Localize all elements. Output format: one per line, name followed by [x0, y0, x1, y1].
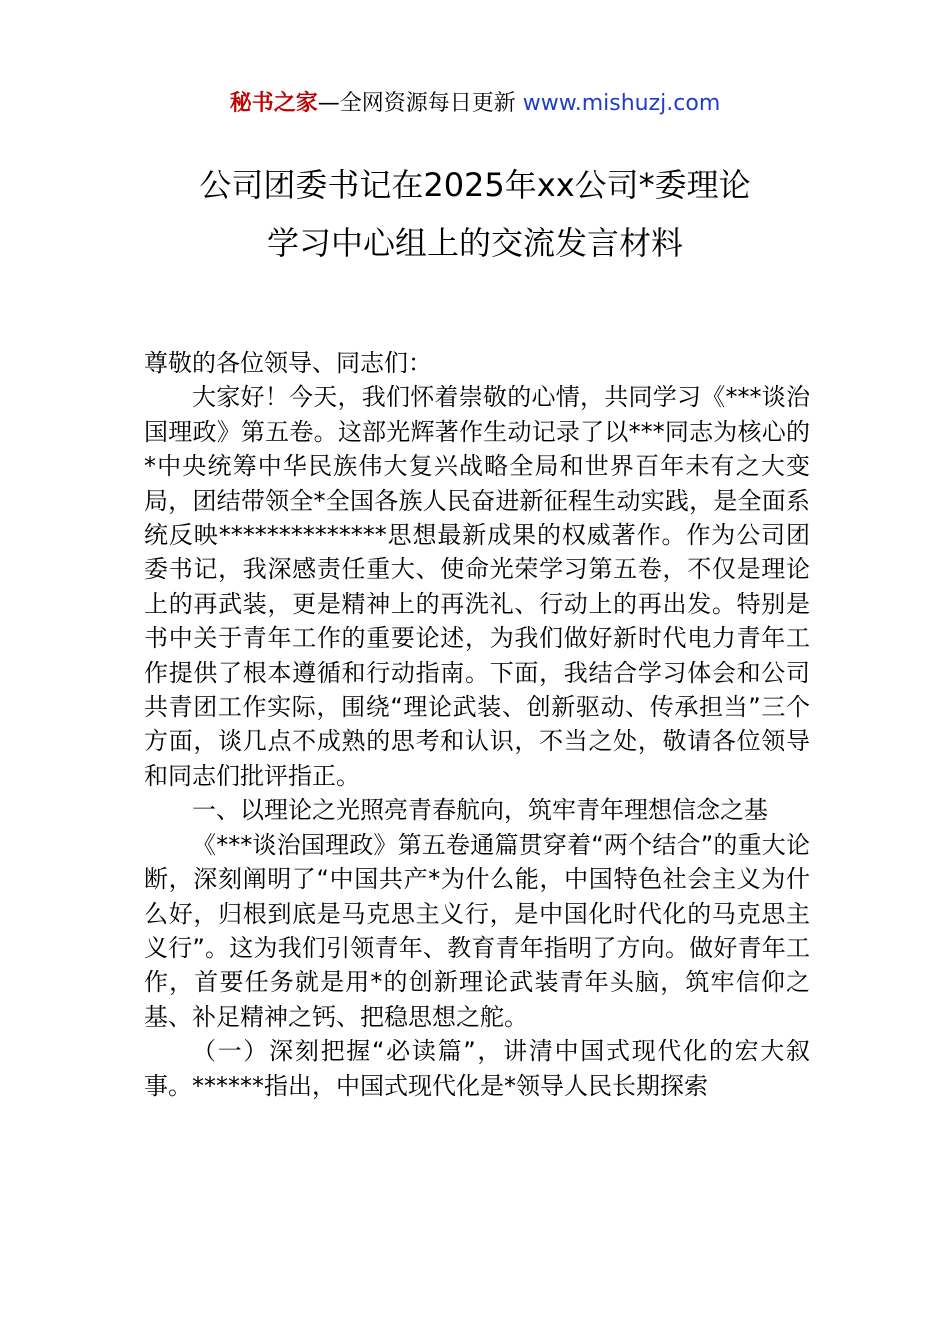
- paragraph-intro: 大家好！今天，我们怀着崇敬的心情，共同学习《***谈治国理政》第五卷。这部光辉著作生动记录了以***同志为核心的*中央统筹中华民族伟大复兴战略全局和世界百年未有之大变局，团结带领全*全国各族人民奋进新征程生动实践，是全面系统反映**************思想最新成果的权威著作。作为公司团委书记，我深感责任重大、使命光荣学习第五卷，不仅是理论上的再武装，更是精神上的再洗礼、行动上的再出发。特别是书中关于青年工作的重要论述，为我们做好新时代电力青年工作提供了根本遵循和行动指南。下面，我结合学习体会和公司共青团工作实际，围绕“理论武装、创新驱动、传承担当”三个方面，谈几点不成熟的思考和认识，不当之处，敬请各位领导和同志们批评指正。: [144, 383, 810, 790]
- paragraph-section-1: 《***谈治国理政》第五卷通篇贯穿着“两个结合”的重大论断，深刻阐明了“中国共产*为什么能，中国特色社会主义为什么好，归根到底是马克思主义行，是中国化时代化的马克思主义行”。这为我们引领青年、教育青年指明了方向。做好青年工作，首要任务就是用*的创新理论武装青年头脑，筑牢信仰之基、补足精神之钙、把稳思想之舵。: [144, 830, 810, 1031]
- site-url-link[interactable]: www.mishuzj.com: [522, 91, 721, 116]
- section-heading-1: 一、以理论之光照亮青春航向，筑牢青年理想信念之基: [192, 796, 768, 825]
- site-tagline: —全网资源每日更新: [317, 91, 523, 116]
- salutation: 尊敬的各位领导、同志们：: [144, 349, 432, 377]
- title-line-1: 公司团委书记在2025年xx公司*委理论: [199, 166, 751, 204]
- title-line-2: 学习中心组上的交流发言材料: [266, 224, 683, 262]
- site-brand: 秘书之家: [229, 91, 318, 116]
- paragraph-subsection-1: （一）深刻把握“必读篇”，讲清中国式现代化的宏大叙事。******指出，中国式现代化是*领导人民长期探索: [144, 1037, 810, 1100]
- document-title: [100, 156, 850, 272]
- document-body: [144, 346, 810, 1103]
- site-header: [0, 86, 950, 122]
